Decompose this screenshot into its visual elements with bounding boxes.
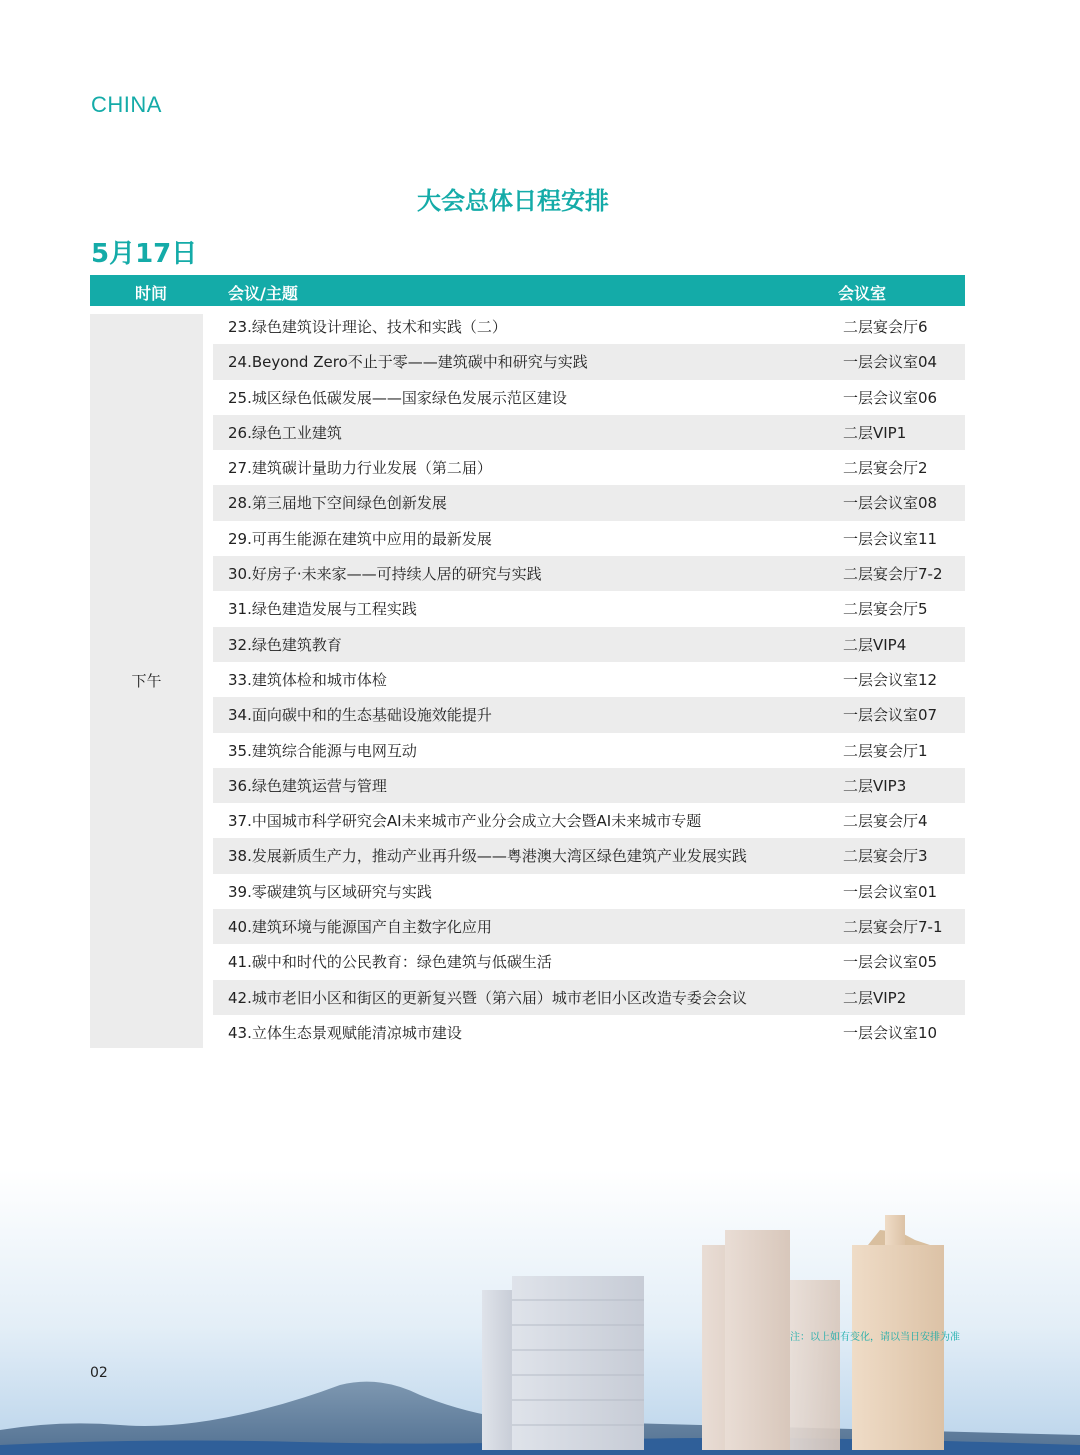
session-topic: 39.零碳建筑与区域研究与实践 xyxy=(228,882,432,901)
table-row xyxy=(213,874,965,909)
session-topic: 29.可再生能源在建筑中应用的最新发展 xyxy=(228,529,492,548)
session-topic: 43.立体生态景观赋能清凉城市建设 xyxy=(228,1023,462,1042)
session-room: 一层会议室10 xyxy=(843,1023,938,1042)
session-room: 一层会议室05 xyxy=(843,953,938,972)
table-row xyxy=(213,450,965,485)
session-room: 二层VIP3 xyxy=(843,776,907,795)
session-room: 一层会议室11 xyxy=(843,529,938,548)
session-topic: 41.碳中和时代的公民教育：绿色建筑与低碳生活 xyxy=(228,953,552,972)
table-row xyxy=(213,309,965,344)
session-room: 二层宴会厅3 xyxy=(843,847,928,866)
table-row xyxy=(213,980,965,1015)
table-row xyxy=(213,591,965,626)
session-room: 二层VIP1 xyxy=(843,423,907,442)
brand-label: CHINA xyxy=(91,92,162,117)
table-row xyxy=(213,733,965,768)
date-heading: 5月17日 xyxy=(91,239,198,269)
session-topic: 33.建筑体检和城市体检 xyxy=(228,670,387,689)
session-topic: 40.建筑环境与能源国产自主数字化应用 xyxy=(228,918,492,937)
session-topic: 36.绿色建筑运营与管理 xyxy=(228,776,387,795)
column-header-time: 时间 xyxy=(135,284,168,303)
session-room: 二层宴会厅7-2 xyxy=(843,565,943,584)
table-row xyxy=(213,662,965,697)
column-header-topic: 会议/主题 xyxy=(228,284,298,303)
session-topic: 27.建筑碳计量助力行业发展（第二届） xyxy=(228,459,492,478)
session-room: 二层宴会厅4 xyxy=(843,812,928,831)
table-row xyxy=(213,838,965,873)
session-topic: 31.绿色建造发展与工程实践 xyxy=(228,600,417,619)
session-room: 二层宴会厅6 xyxy=(843,318,928,336)
session-topic: 28.第三届地下空间绿色创新发展 xyxy=(228,494,447,513)
session-room: 一层会议室04 xyxy=(843,353,938,372)
page-title: 大会总体日程安排 xyxy=(417,187,609,215)
session-topic: 35.建筑综合能源与电网互动 xyxy=(228,741,417,760)
session-topic: 38.发展新质生产力，推动产业再升级——粤港澳大湾区绿色建筑产业发展实践 xyxy=(228,847,747,866)
session-room: 一层会议室01 xyxy=(843,882,938,901)
table-row xyxy=(213,556,965,591)
session-room: 二层宴会厅2 xyxy=(843,459,928,478)
table-row xyxy=(213,697,965,732)
table-row xyxy=(213,909,965,944)
table-row xyxy=(213,380,965,415)
footer-note: 注：以上如有变化，请以当日安排为准 xyxy=(790,1332,960,1343)
session-topic: 24.Beyond Zero不止于零——建筑碳中和研究与实践 xyxy=(228,353,588,372)
session-room: 二层宴会厅5 xyxy=(843,600,928,619)
session-room: 一层会议室08 xyxy=(843,494,938,513)
session-room: 一层会议室07 xyxy=(843,706,938,725)
session-room: 一层会议室12 xyxy=(843,670,938,689)
session-topic: 26.绿色工业建筑 xyxy=(228,423,342,442)
session-topic: 34.面向碳中和的生态基础设施效能提升 xyxy=(228,706,492,725)
session-topic: 23.绿色建筑设计理论、技术和实践（二） xyxy=(228,318,507,336)
time-slot-cell xyxy=(90,314,203,1048)
table-row xyxy=(213,944,965,979)
session-room: 二层VIP2 xyxy=(843,988,907,1007)
table-row xyxy=(213,521,965,556)
session-room: 二层宴会厅1 xyxy=(843,741,928,760)
session-topic: 25.城区绿色低碳发展——国家绿色发展示范区建设 xyxy=(228,388,567,407)
time-slot-label: 下午 xyxy=(131,672,162,690)
session-room: 一层会议室06 xyxy=(843,388,938,407)
page-number: 02 xyxy=(90,1365,108,1381)
session-topic: 32.绿色建筑教育 xyxy=(228,635,342,654)
column-header-room: 会议室 xyxy=(838,284,887,303)
session-room: 二层VIP4 xyxy=(843,635,907,654)
table-row xyxy=(213,415,965,450)
table-row xyxy=(213,344,965,379)
table-row xyxy=(213,627,965,662)
session-room: 二层宴会厅7-1 xyxy=(843,918,943,937)
table-row xyxy=(213,485,965,520)
session-topic: 30.好房子·未来家——可持续人居的研究与实践 xyxy=(228,565,542,584)
table-row xyxy=(213,1015,965,1050)
table-row xyxy=(213,803,965,838)
session-topic: 42.城市老旧小区和街区的更新复兴暨（第六届）城市老旧小区改造专委会会议 xyxy=(228,988,747,1007)
table-row xyxy=(213,768,965,803)
session-topic: 37.中国城市科学研究会AI未来城市产业分会成立大会暨AI未来城市专题 xyxy=(228,812,702,831)
schedule-rows xyxy=(213,309,965,1050)
table-header xyxy=(90,275,965,306)
city-skyline-illustration xyxy=(0,1170,1080,1455)
